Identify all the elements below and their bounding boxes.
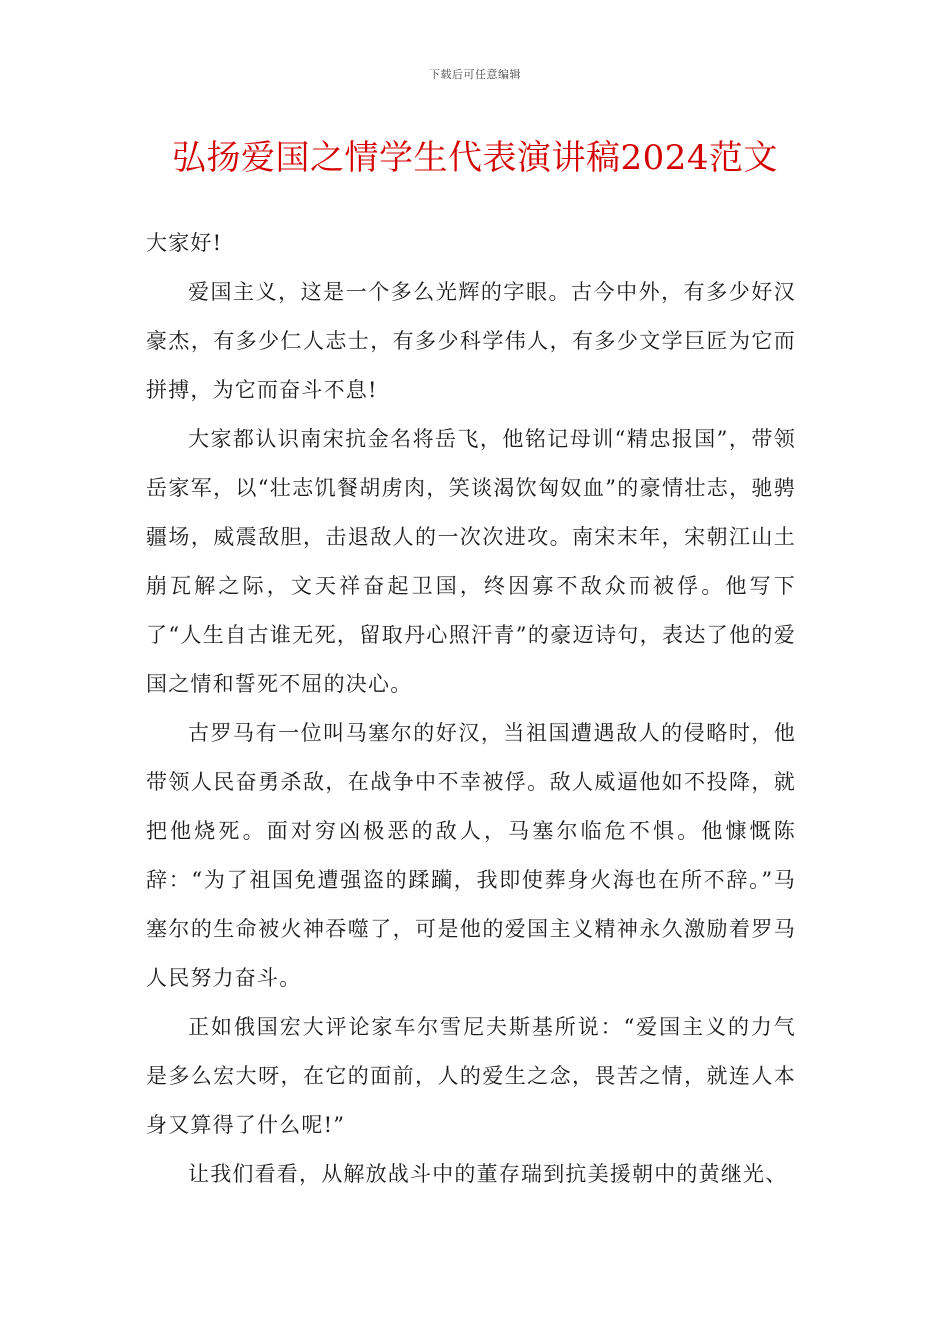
body-paragraph: 让我们看看，从解放战斗中的董存瑞到抗美援朝中的黄继光、: [188, 1162, 788, 1186]
body-paragraph: 爱国主义，这是一个多么光辉的字眼。古今中外，有多少好汉豪杰，有多少仁人志士，有多少科学伟人，有多少文学巨匠为它而拼搏，为它而奋斗不息!: [146, 280, 796, 402]
greeting-paragraph: 大家好!: [146, 231, 223, 255]
document-body: [146, 219, 796, 1199]
header-note: 下载后可任意编辑: [429, 68, 521, 81]
body-paragraph: 古罗马有一位叫马塞尔的好汉，当祖国遭遇敌人的侵略时，他带领人民奋勇杀敌，在战争中不幸被俘。敌人威逼他如不投降，就把他烧死。面对穷凶极恶的敌人，马塞尔临危不惧。他慷慨陈辞：“为了祖国免遭强盗的蹂躏，我即使葬身火海也在所不辞。”马塞尔的生命被火神吞噬了，可是他的爱国主义精神永久激励着罗马人民努力奋斗。: [146, 721, 796, 990]
document-title: 弘扬爱国之情学生代表演讲稿2024范文: [171, 138, 779, 178]
body-paragraph: 正如俄国宏大评论家车尔雪尼夫斯基所说：“爱国主义的力气是多么宏大呀，在它的面前，人的爱生之念，畏苦之情，就连人本身又算得了什么呢!”: [146, 1015, 796, 1137]
body-paragraph: 大家都认识南宋抗金名将岳飞，他铭记母训“精忠报国”，带领岳家军，以“壮志饥餐胡虏肉，笑谈渴饮匈奴血”的豪情壮志，驰骋疆场，威震敌胆，击退敌人的一次次进攻。南宋末年，宋朝江山土崩瓦解之际，文天祥奋起卫国，终因寡不敌众而被俘。他写下了“人生自古谁无死，留取丹心照汗青”的豪迈诗句，表达了他的爱国之情和誓死不屈的决心。: [146, 427, 796, 696]
